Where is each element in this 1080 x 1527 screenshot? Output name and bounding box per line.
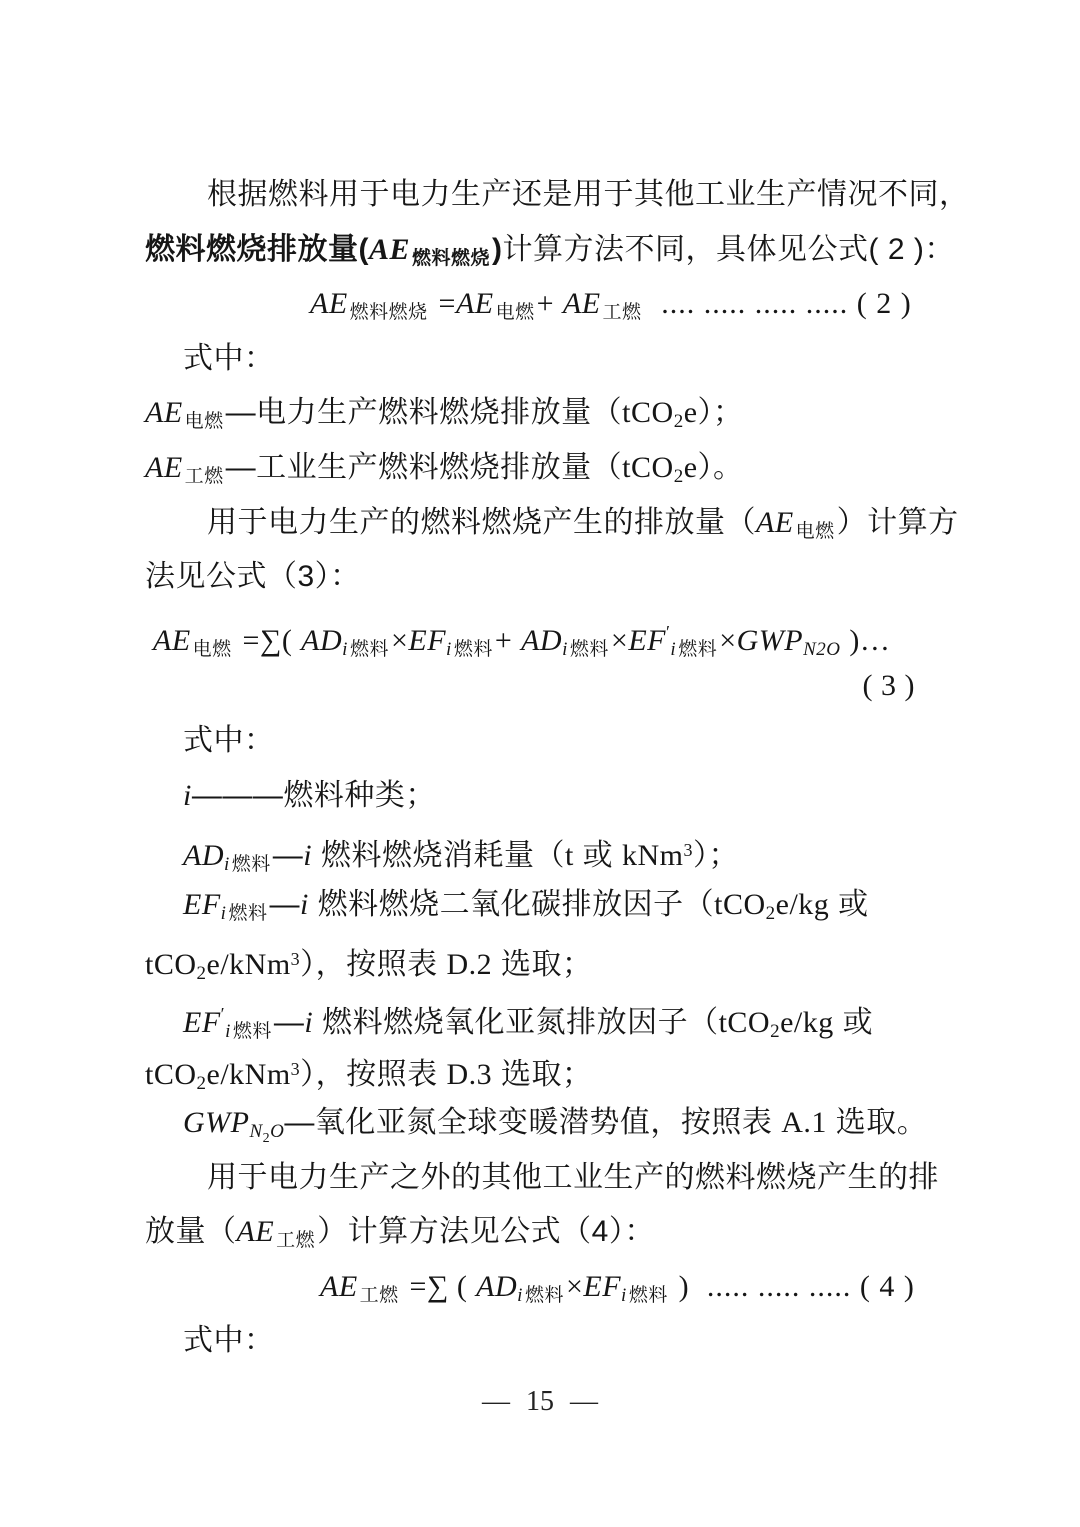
- text-run: ）。: [697, 450, 744, 484]
- definition-EF-line-2: [145, 932, 937, 987]
- latin-run: A.1: [781, 1106, 827, 1140]
- text-run: 式中：: [183, 723, 275, 757]
- text-run: 根据燃料用于电力生产还是用于其他工业生产情况不同，: [207, 178, 970, 211]
- text-run: 式中：: [183, 1324, 275, 1358]
- definition-AE-gongran: [145, 441, 937, 496]
- math-var: AE: [756, 505, 794, 539]
- math-var: EF: [183, 887, 221, 921]
- paragraph-3-line-1: [145, 1151, 937, 1206]
- math-subscript: 燃料: [232, 1020, 272, 1042]
- latin-run: tCO: [145, 1057, 197, 1091]
- text-run: 法见公式（3）：: [145, 560, 361, 594]
- formula-3: [145, 605, 937, 660]
- math-subscript: 燃料: [678, 638, 718, 660]
- math-index: i: [225, 1020, 231, 1042]
- math-var: i: [303, 839, 313, 873]
- math-var: EF: [408, 623, 447, 657]
- latin-run: e/kNm: [206, 948, 291, 982]
- math-var: AE: [310, 287, 348, 321]
- math-var: AE: [145, 396, 183, 430]
- latin-superscript: 3: [290, 949, 301, 970]
- math-subscript: 燃料燃烧: [412, 247, 491, 269]
- math-var: EF: [628, 623, 666, 657]
- text-run: —工业生产燃料燃烧排放量（: [225, 450, 623, 484]
- text-run: 用于电力生产之外的其他工业生产的燃料燃烧产生的排: [207, 1160, 939, 1194]
- latin-run: t: [564, 839, 574, 873]
- dash: —: [273, 1005, 305, 1039]
- text-run: 或: [833, 1005, 874, 1039]
- math-index: i: [342, 638, 348, 660]
- math-var: EF: [183, 1005, 221, 1039]
- text-run: ）计算方法见公式（4）：: [317, 1215, 655, 1249]
- math-operator: ): [678, 1269, 690, 1303]
- text-run: 燃料燃烧消耗量（: [312, 839, 565, 873]
- math-var: i: [304, 1005, 314, 1039]
- math-subscript: 工燃: [276, 1230, 316, 1252]
- math-subsubscript: 2: [262, 1131, 271, 1147]
- multiply-sign: ×: [719, 623, 737, 657]
- latin-subscript: 2: [765, 902, 776, 924]
- latin-run: D.3: [446, 1057, 493, 1091]
- definition-GWP: [145, 1096, 937, 1151]
- math-subscript: 燃料燃烧: [349, 302, 428, 324]
- text-run: ）；: [693, 839, 739, 873]
- text-run: 选取。: [826, 1106, 928, 1140]
- bold-text-run: 燃料燃烧排放量(: [145, 232, 369, 266]
- where-label: [145, 714, 937, 769]
- definition-EF-prime-line-1: [145, 987, 937, 1042]
- math-index: i: [562, 638, 568, 660]
- math-subscript: 燃料: [349, 638, 389, 660]
- math-var: GWP: [183, 1106, 250, 1140]
- latin-run: e/kg: [780, 1005, 834, 1039]
- paragraph-2-line-2: [145, 550, 937, 605]
- latin-run: tCO: [718, 1005, 771, 1039]
- dash: —: [272, 839, 304, 873]
- formula-2: [145, 277, 937, 332]
- math-subscript: 电燃: [795, 520, 835, 542]
- multiply-sign: ×: [610, 623, 629, 657]
- math-subscript: N2O: [803, 638, 841, 660]
- text-run: ———燃料种类；: [191, 778, 436, 812]
- latin-run: tCO: [622, 396, 674, 430]
- math-subscript: 电燃: [495, 302, 535, 324]
- latin-superscript: 3: [683, 840, 693, 861]
- latin-subscript: 2: [673, 411, 684, 433]
- page-number: 15: [526, 1386, 554, 1417]
- latin-run: e/kg: [775, 887, 830, 921]
- math-operator: )…: [849, 623, 891, 657]
- text-run: 燃料燃烧氧化亚氮排放因子（: [313, 1005, 719, 1039]
- latin-subscript: 2: [196, 1072, 207, 1094]
- text-run: 或: [829, 887, 869, 921]
- multiply-sign: ×: [565, 1269, 584, 1303]
- dash: —: [269, 887, 300, 921]
- latin-run: tCO: [145, 948, 197, 982]
- math-subscript: 燃料: [569, 638, 609, 660]
- definition-EF-line-1: [145, 878, 937, 933]
- formula-4: [145, 1260, 937, 1315]
- math-var: AD: [521, 623, 563, 657]
- footer-dash-left: —: [482, 1386, 510, 1417]
- math-var: EF: [583, 1269, 622, 1303]
- dot-leader: .... ..... ..... ..... ( 2 ): [661, 287, 912, 321]
- math-var: AD: [476, 1269, 518, 1303]
- latin-superscript: 3: [290, 1058, 301, 1079]
- math-var: GWP: [736, 623, 804, 657]
- math-var: AE: [236, 1215, 275, 1249]
- text-run: 选取；: [492, 1057, 593, 1091]
- text-run: 式中：: [183, 341, 275, 375]
- definition-AD: [145, 823, 937, 878]
- footer-dash-right: —: [570, 1386, 598, 1417]
- math-operator: =: [438, 287, 456, 321]
- latin-run: e: [683, 450, 698, 484]
- text-run: 燃料燃烧二氧化碳排放因子（: [308, 887, 715, 921]
- math-index: i: [670, 638, 677, 660]
- math-subscript: 燃料: [231, 854, 271, 876]
- text-run: ）计算方: [836, 505, 959, 539]
- math-index: i: [224, 854, 230, 876]
- text-run: 选取；: [492, 948, 593, 982]
- prime-mark: ′: [665, 621, 671, 642]
- math-var: AE: [145, 450, 183, 484]
- text-run: 放量（: [145, 1215, 237, 1249]
- text-run: 或: [573, 839, 622, 873]
- definition-AE-dianran: [145, 386, 937, 441]
- where-label: [145, 332, 937, 387]
- paragraph-1-line-1: [145, 168, 970, 223]
- math-index: i: [220, 902, 227, 924]
- math-index: i: [517, 1284, 523, 1306]
- text-run: —氧化亚氮全球变暖潜势值，按照表: [284, 1106, 782, 1140]
- paragraph-2-line-1: [145, 496, 959, 551]
- text-run: ），按照表: [300, 948, 447, 982]
- definition-i: [145, 769, 937, 824]
- math-var: AD: [301, 623, 343, 657]
- math-index: i: [621, 1284, 627, 1306]
- text-run: —电力生产燃料燃烧排放量（: [225, 396, 623, 430]
- multiply-sign: ×: [390, 623, 409, 657]
- prime-mark: ′: [220, 1003, 226, 1024]
- math-operator: =∑ (: [409, 1269, 468, 1303]
- dot-leader: ..... ..... ..... ( 4 ): [706, 1269, 915, 1303]
- page-content: [145, 168, 970, 1369]
- math-subscript: 电燃: [192, 638, 232, 660]
- math-var: AE: [369, 232, 411, 266]
- where-label: [145, 1314, 937, 1369]
- math-var: AD: [183, 839, 224, 873]
- paragraph-1-line-2: [145, 223, 955, 278]
- math-var: i: [299, 887, 309, 921]
- math-index: i: [446, 638, 452, 660]
- math-var: AE: [455, 287, 494, 321]
- math-var: AE: [153, 623, 191, 657]
- math-var: AE: [320, 1269, 358, 1303]
- math-subscript: 燃料: [524, 1284, 564, 1306]
- definition-EF-prime-line-2: [145, 1042, 937, 1097]
- math-subscript: N: [249, 1121, 263, 1143]
- text-run: ）；: [697, 396, 744, 430]
- latin-run: e/kNm: [206, 1057, 291, 1091]
- paragraph-3-line-2: [145, 1205, 937, 1260]
- latin-subscript: 2: [770, 1020, 781, 1042]
- latin-subscript: 2: [196, 963, 207, 985]
- latin-run: tCO: [622, 450, 674, 484]
- math-var: AE: [562, 287, 601, 321]
- text-run: ），按照表: [300, 1057, 447, 1091]
- math-operator: =∑(: [242, 623, 293, 657]
- bold-text-run: ): [492, 232, 503, 266]
- math-subscript: 燃料: [628, 1284, 668, 1306]
- math-subscript: 工燃: [184, 465, 224, 487]
- math-subscript: O: [270, 1121, 285, 1143]
- latin-run: tCO: [714, 887, 766, 921]
- text-run: 用于电力生产的燃料燃烧产生的排放量（: [207, 505, 756, 539]
- math-subscript: 燃料: [453, 638, 493, 660]
- latin-subscript: 2: [673, 465, 684, 487]
- math-operator: +: [494, 623, 513, 657]
- math-subscript: 燃料: [228, 902, 268, 924]
- math-subscript: 电燃: [184, 411, 224, 433]
- math-operator: +: [536, 287, 555, 321]
- math-subscript: 工燃: [602, 302, 642, 324]
- formula-3-number: [145, 659, 937, 714]
- latin-run: e: [683, 396, 698, 430]
- page-footer: [0, 1386, 1080, 1418]
- latin-run: kNm: [622, 839, 684, 873]
- math-subscript: 工燃: [359, 1284, 399, 1306]
- equation-number: ( 3 ): [862, 669, 915, 703]
- latin-run: D.2: [446, 948, 493, 982]
- text-run: 计算方法不同，具体见公式( 2 )：: [502, 232, 955, 266]
- math-var: i: [183, 778, 192, 812]
